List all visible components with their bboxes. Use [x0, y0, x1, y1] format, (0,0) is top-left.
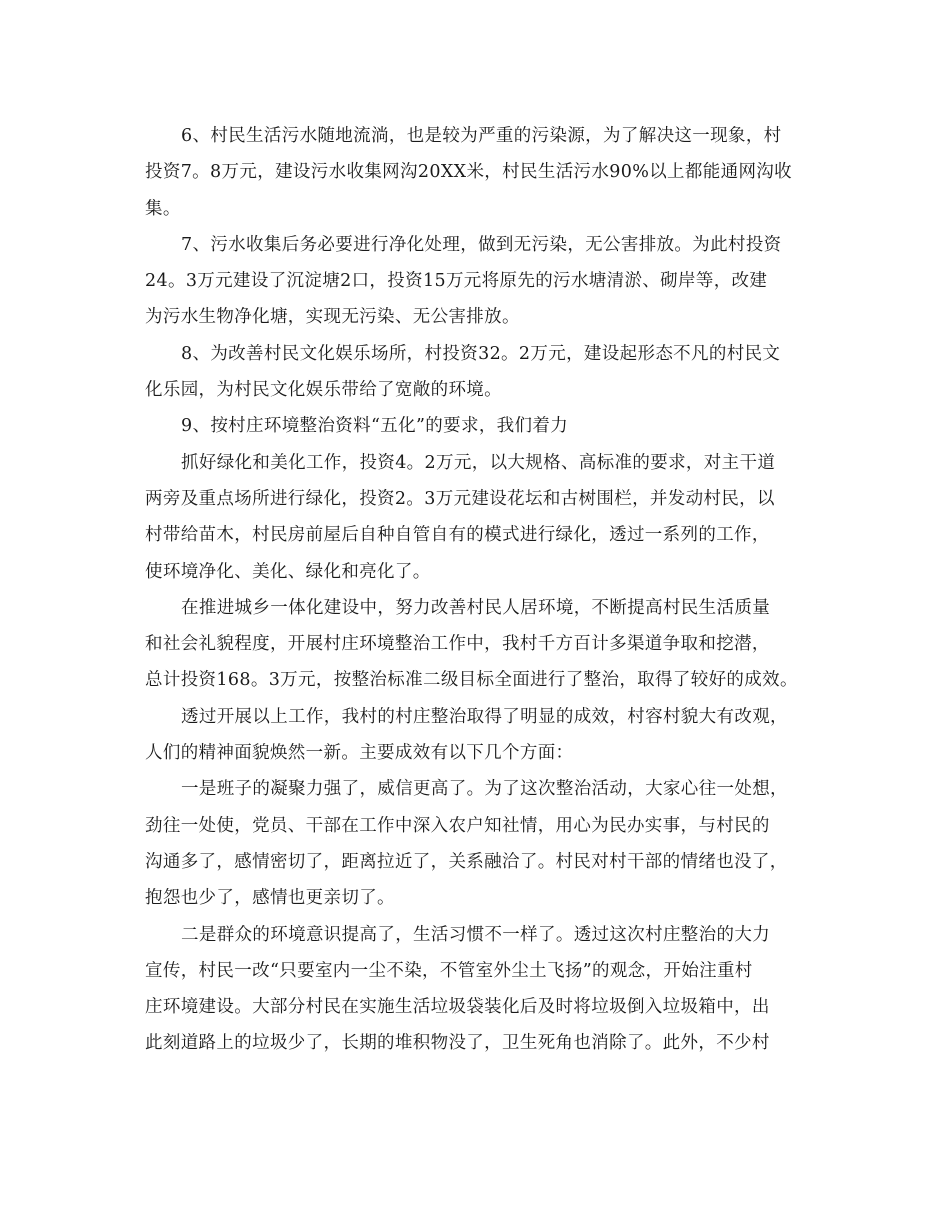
- text-line: 透过开展以上工作，我村的村庄整治取得了明显的成效，村容村貌大有改观，: [181, 706, 788, 727]
- text-line: 9、按村庄环境整治资料“五化”的要求，我们着力: [181, 416, 569, 437]
- text-line: 一是班子的凝聚力强了，威信更高了。为了这次整治活动，大家心往一处想，: [181, 779, 788, 800]
- text-line: 6、村民生活污水随地流淌，也是较为严重的污染源，为了解决这一现象，村: [181, 126, 782, 146]
- text-line: 两旁及重点场所进行绿化，投资2。3万元建设花坛和古树围栏，并发动村民，以: [145, 488, 775, 509]
- text-line: 宣传，村民一改“只要室内一尘不染，不管室外尘土飞扬”的观念，开始注重村: [145, 960, 753, 981]
- text-line: 集。: [145, 198, 181, 219]
- text-line: 化乐园，为村民文化娱乐带给了宽敞的环境。: [145, 380, 502, 401]
- text-line: 为污水生物净化塘，实现无污染、无公害排放。: [145, 307, 520, 328]
- text-line: 在推进城乡一体化建设中，努力改善村民人居环境，不断提高村民生活质量: [181, 597, 771, 618]
- text-line: 抱怨也少了，感情也更亲切了。: [145, 888, 395, 909]
- document-body: [145, 118, 817, 1062]
- text-line: 总计投资168。3万元，按整治标准二级目标全面进行了整治，取得了较好的成效。: [145, 670, 798, 691]
- text-line: 24。3万元建设了沉淀塘2口，投资15万元将原先的污水塘清淤、砌岸等，改建: [145, 271, 768, 292]
- text-line: 人们的精神面貌焕然一新。主要成效有以下几个方面：: [145, 743, 574, 764]
- text-line: 使环境净化、美化、绿化和亮化了。: [145, 561, 431, 582]
- text-line: 村带给苗木，村民房前屋后自种自管自有的模式进行绿化，透过一系列的工作，: [145, 525, 770, 546]
- text-line: 此刻道路上的垃圾少了，长期的堆积物没了，卫生死角也消除了。此外，不少村: [145, 1033, 770, 1054]
- text-line: 庄环境建设。大部分村民在实施生活垃圾袋装化后及时将垃圾倒入垃圾箱中，出: [145, 997, 770, 1018]
- text-line: 抓好绿化和美化工作，投资4。2万元，以大规格、高标准的要求，对主干道: [181, 452, 776, 473]
- text-line: 沟通多了，感情密切了，距离拉近了，关系融洽了。村民对村干部的情绪也没了，: [145, 851, 788, 872]
- text-line: 7、污水收集后务必要进行净化处理，做到无污染，无公害排放。为此村投资: [181, 234, 782, 255]
- text-line: 和社会礼貌程度，开展村庄环境整治工作中，我村千方百计多渠道争取和挖潜，: [145, 634, 770, 655]
- text-line: 投资7。8万元，建设污水收集网沟20XX米，村民生活污水90%以上都能通网沟收: [145, 162, 792, 183]
- text-line: 二是群众的环境意识提高了，生活习惯不一样了。透过这次村庄整治的大力: [181, 924, 771, 945]
- text-line: 8、为改善村民文化娱乐场所，村投资32。2万元，建设起形态不凡的村民文: [181, 343, 781, 364]
- text-line: 劲往一处使，党员、干部在工作中深入农户知社情，用心为民办实事，与村民的: [145, 815, 770, 836]
